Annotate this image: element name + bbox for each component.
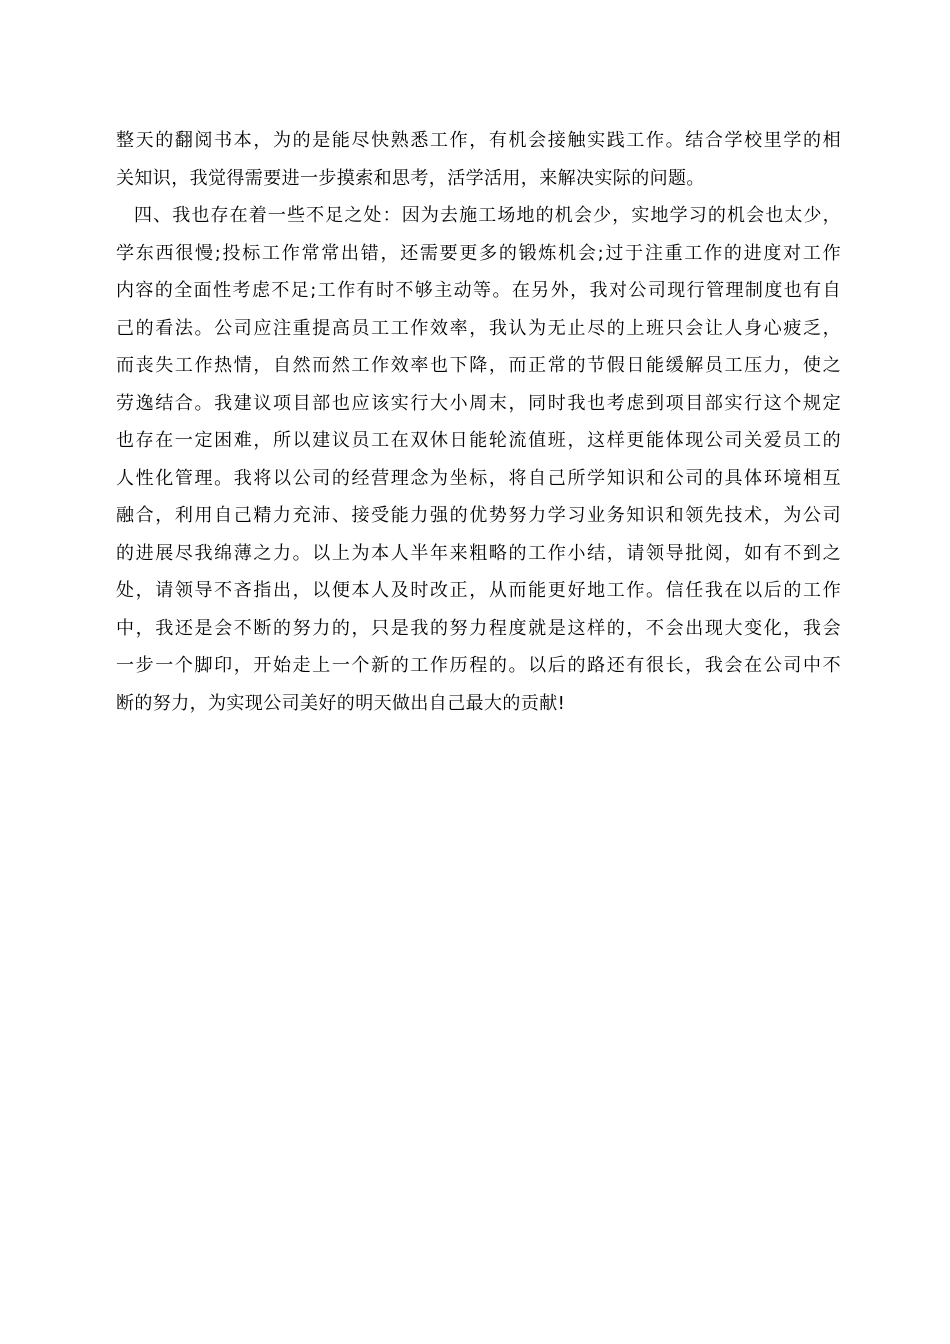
text-line-2: 关知识，我觉得需要进一步摸索和思考，活学活用，来解决实际的问题。 bbox=[116, 167, 705, 189]
text-line-9: 也存在一定困难，所以建议员工在双休日能轮流值班，这样更能体现公司关爱员工的 bbox=[116, 430, 841, 451]
body-text bbox=[116, 122, 841, 722]
text-line-14: 中，我还是会不断的努力的，只是我的努力程度就是这样的，不会出现大变化，我会 bbox=[116, 617, 841, 639]
text-line-6: 己的看法。公司应注重提高员工工作效率，我认为无止尽的上班只会让人身心疲乏， bbox=[116, 317, 841, 339]
text-line-10: 人性化管理。我将以公司的经营理念为坐标，将自己所学知识和公司的具体环境相互 bbox=[116, 467, 841, 489]
text-line-16: 断的努力，为实现公司美好的明天做出自己最大的贡献! bbox=[116, 692, 566, 714]
text-line-11: 融合，利用自己精力充沛、接受能力强的优势努力学习业务知识和领先技术，为公司 bbox=[116, 505, 841, 526]
text-line-7: 而丧失工作热情，自然而然工作效率也下降，而正常的节假日能缓解员工压力，使之 bbox=[116, 355, 841, 376]
text-line-3: 四、我也存在着一些不足之处：因为去施工场地的机会少，实地学习的机会也太少， bbox=[134, 205, 841, 226]
text-line-5: 内容的全面性考虑不足;工作有时不够主动等。在另外，我对公司现行管理制度也有自 bbox=[116, 280, 841, 301]
text-line-13: 处，请领导不吝指出，以便本人及时改正，从而能更好地工作。信任我在以后的工作 bbox=[116, 580, 841, 601]
text-line-8: 劳逸结合。我建议项目部也应该实行大小周末，同时我也考虑到项目部实行这个规定 bbox=[116, 392, 841, 414]
text-line-15: 一步一个脚印，开始走上一个新的工作历程的。以后的路还有很长，我会在公司中不 bbox=[116, 655, 841, 676]
text-line-4: 学东西很慢;投标工作常常出错，还需要更多的锻炼机会;过于注重工作的进度对工作 bbox=[116, 242, 841, 264]
text-line-1: 整天的翻阅书本，为的是能尽快熟悉工作，有机会接触实践工作。结合学校里学的相 bbox=[116, 130, 841, 151]
text-line-12: 的进展尽我绵薄之力。以上为本人半年来粗略的工作小结，请领导批阅，如有不到之 bbox=[116, 542, 841, 564]
